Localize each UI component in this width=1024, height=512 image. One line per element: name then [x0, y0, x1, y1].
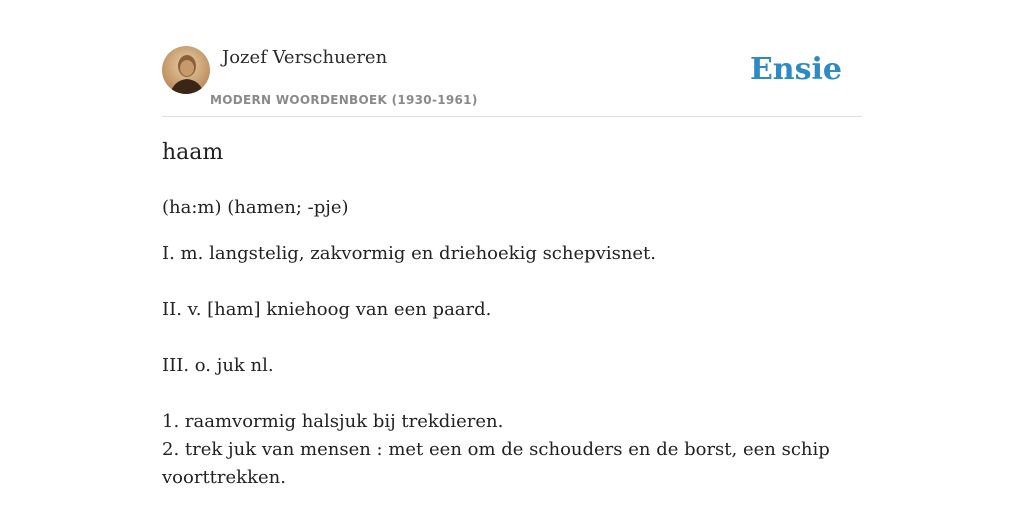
- entry-term: haam: [162, 140, 224, 165]
- sense-3: III. o. juk nl.: [162, 355, 274, 376]
- sense-2: II. v. [ham] kniehoog van een paard.: [162, 299, 492, 320]
- author-avatar[interactable]: [162, 46, 210, 94]
- site-logo[interactable]: Ensie: [749, 52, 842, 87]
- author-name[interactable]: Jozef Verschueren: [222, 47, 388, 68]
- entry-header: [162, 46, 862, 117]
- entry-content: [162, 194, 862, 492]
- subsense-2: 2. trek juk van mensen : met een om de schouders en de borst, een schip voorttrekken.: [162, 439, 830, 488]
- entry-card: [162, 0, 862, 512]
- sense-1: I. m. langstelig, zakvormig en driehoekig schepvisnet.: [162, 243, 657, 264]
- entry-pronunciation: (ha:m) (hamen; -pje): [162, 197, 349, 218]
- subsense-1: 1. raamvormig halsjuk bij trekdieren.: [162, 411, 504, 432]
- source-label: MODERN WOORDENBOEK (1930-1961): [210, 93, 478, 107]
